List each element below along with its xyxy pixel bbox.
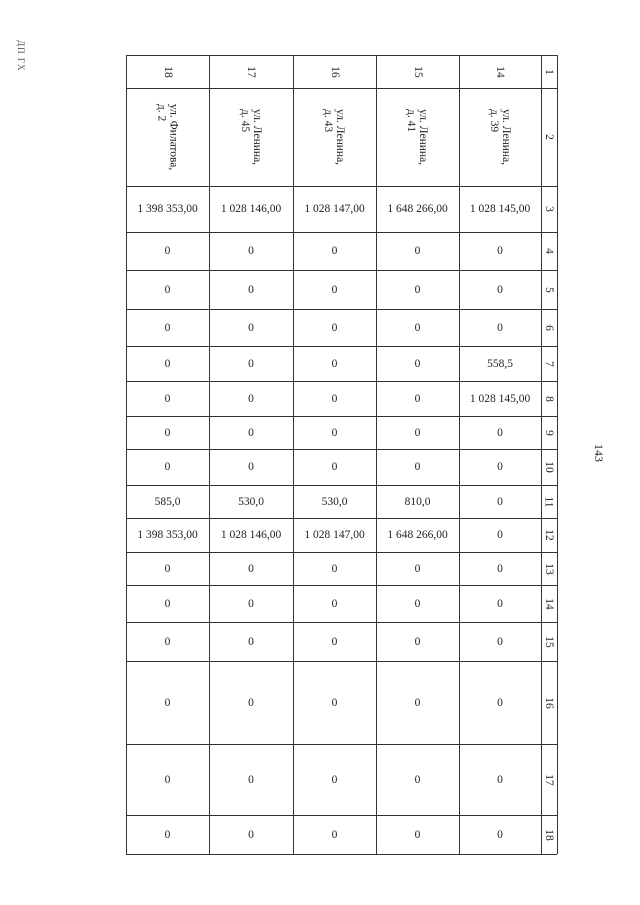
corner-mark: ДП ГХ [16, 40, 26, 72]
value-cell [293, 485, 376, 518]
value-cell [459, 270, 541, 309]
column-number [541, 661, 557, 744]
value-cell [126, 186, 209, 232]
value-cell-text: 0 [164, 828, 171, 841]
value-cell-text: 0 [248, 283, 254, 296]
value-cell-text: 0 [331, 321, 338, 334]
row-number [376, 55, 459, 88]
value-cell [126, 309, 209, 346]
value-cell-text: 0 [248, 245, 254, 257]
table-grid-vline [557, 55, 558, 854]
value-cell-text: 0 [331, 461, 338, 473]
column-number-text: 2 [543, 134, 555, 140]
column-number-text: 4 [543, 248, 555, 254]
value-cell [376, 622, 459, 661]
row-address [209, 88, 293, 186]
value-cell-text: 0 [331, 597, 338, 610]
value-cell-text: 0 [248, 357, 254, 370]
column-number-text: 17 [543, 773, 555, 786]
column-number [541, 518, 557, 552]
value-cell-text: 0 [497, 597, 503, 610]
column-number [541, 416, 557, 449]
value-cell-text: 0 [497, 529, 503, 541]
value-cell [459, 449, 541, 485]
value-cell-text: 0 [497, 773, 503, 786]
row-address-text: ул. Ленина, д. 43 [322, 108, 347, 166]
value-cell [376, 485, 459, 518]
value-cell-text: 0 [164, 283, 171, 296]
row-number-text: 14 [494, 65, 506, 78]
value-cell [376, 518, 459, 552]
column-number [541, 485, 557, 518]
value-cell-text: 0 [414, 635, 421, 648]
value-cell [459, 346, 541, 381]
value-cell [376, 309, 459, 346]
value-cell-text: 0 [497, 245, 503, 257]
value-cell-text: 0 [414, 562, 421, 575]
value-cell-text: 0 [497, 461, 503, 473]
column-number [541, 232, 557, 270]
page-number: 143 [592, 444, 606, 462]
value-cell-text: 1 028 145,00 [469, 392, 531, 405]
value-cell-text: 0 [248, 597, 254, 610]
value-cell [209, 449, 293, 485]
value-cell-text: 0 [331, 828, 338, 841]
value-cell [459, 518, 541, 552]
value-cell-text: 0 [331, 426, 338, 439]
value-cell-text: 0 [248, 392, 254, 405]
value-cell [376, 416, 459, 449]
value-cell-text: 0 [164, 392, 171, 405]
value-cell [209, 232, 293, 270]
value-cell-text: 0 [414, 283, 421, 296]
value-cell [126, 416, 209, 449]
value-cell-text: 1 028 146,00 [220, 203, 282, 215]
column-number [541, 309, 557, 346]
value-cell-text: 0 [164, 245, 171, 257]
value-cell-text: 0 [331, 635, 338, 648]
value-cell [209, 661, 293, 744]
table-grid-hline [126, 854, 557, 855]
value-cell-text: 0 [497, 562, 503, 575]
value-cell [293, 622, 376, 661]
column-number [541, 815, 557, 854]
value-cell-text: 0 [414, 461, 421, 473]
value-cell-text: 0 [414, 696, 421, 709]
column-number [541, 55, 557, 88]
column-number [541, 449, 557, 485]
column-number-text: 12 [543, 529, 555, 541]
value-cell [459, 485, 541, 518]
value-cell [459, 661, 541, 744]
value-cell [459, 186, 541, 232]
value-cell-text: 1 028 145,00 [469, 203, 531, 215]
value-cell [293, 346, 376, 381]
value-cell [293, 518, 376, 552]
value-cell-text: 0 [164, 461, 171, 473]
row-address [376, 88, 459, 186]
value-cell-text: 0 [414, 245, 421, 257]
column-number [541, 381, 557, 416]
column-number-text: 7 [543, 360, 555, 367]
value-cell [293, 815, 376, 854]
row-number [293, 55, 376, 88]
value-cell-text: 0 [248, 426, 254, 439]
value-cell [126, 270, 209, 309]
value-cell [293, 661, 376, 744]
value-cell [293, 309, 376, 346]
value-cell [126, 661, 209, 744]
row-address [459, 88, 541, 186]
value-cell [376, 552, 459, 585]
column-number-text: 16 [543, 696, 555, 709]
value-cell [459, 815, 541, 854]
value-cell [459, 744, 541, 815]
column-number-text: 15 [543, 635, 555, 648]
value-cell [293, 744, 376, 815]
row-number [459, 55, 541, 88]
value-cell-text: 1 028 147,00 [304, 529, 365, 541]
value-cell [209, 552, 293, 585]
value-cell-text: 0 [497, 635, 503, 648]
value-cell-text: 0 [497, 283, 503, 296]
value-cell-text: 0 [164, 321, 171, 334]
value-cell-text: 0 [248, 635, 254, 648]
column-number [541, 270, 557, 309]
value-cell-text: 0 [248, 696, 254, 709]
value-cell-text: 0 [248, 461, 254, 473]
value-cell [126, 622, 209, 661]
value-cell-text: 0 [331, 283, 338, 296]
value-cell [126, 815, 209, 854]
value-cell [126, 744, 209, 815]
value-cell [126, 485, 209, 518]
column-number [541, 346, 557, 381]
column-number-text: 13 [543, 562, 555, 575]
value-cell-text: 1 028 147,00 [304, 203, 365, 215]
value-cell-text: 558,5 [487, 357, 513, 370]
value-cell [126, 346, 209, 381]
value-cell [459, 232, 541, 270]
value-cell [126, 449, 209, 485]
value-cell [126, 381, 209, 416]
value-cell [209, 585, 293, 622]
column-number-text: 9 [543, 429, 555, 436]
value-cell-text: 0 [497, 321, 503, 334]
value-cell [209, 346, 293, 381]
column-number-text: 18 [543, 828, 555, 841]
value-cell [126, 518, 209, 552]
value-cell-text: 0 [414, 773, 421, 786]
row-address [126, 88, 209, 186]
value-cell-text: 0 [331, 773, 338, 786]
value-cell-text: 0 [164, 597, 171, 610]
value-cell [209, 416, 293, 449]
row-number-text: 18 [161, 65, 174, 78]
value-cell-text: 0 [164, 773, 171, 786]
value-cell-text: 0 [164, 696, 171, 709]
row-address-text: ул. Филатова, д. 2 [155, 103, 180, 171]
column-number [541, 552, 557, 585]
value-cell-text: 0 [331, 357, 338, 370]
value-cell [126, 552, 209, 585]
value-cell [209, 518, 293, 552]
value-cell-text: 0 [331, 392, 338, 405]
value-cell [209, 485, 293, 518]
value-cell [293, 585, 376, 622]
column-number-text: 5 [543, 286, 555, 293]
value-cell-text: 0 [248, 562, 254, 575]
value-cell-text: 0 [414, 392, 421, 405]
value-cell-text: 0 [164, 562, 171, 575]
value-cell [293, 416, 376, 449]
column-number-text: 3 [543, 206, 555, 212]
row-number-text: 15 [411, 65, 424, 78]
value-cell-text: 585,0 [154, 495, 181, 508]
value-cell [209, 186, 293, 232]
value-cell [209, 744, 293, 815]
value-cell [293, 449, 376, 485]
value-cell [376, 381, 459, 416]
value-cell [376, 815, 459, 854]
value-cell-text: 0 [164, 635, 171, 648]
value-cell [459, 585, 541, 622]
value-cell [459, 552, 541, 585]
value-cell [376, 232, 459, 270]
value-cell [376, 449, 459, 485]
value-cell-text: 0 [164, 357, 171, 370]
value-cell [209, 270, 293, 309]
column-number-text: 10 [543, 461, 555, 473]
value-cell-text: 0 [414, 426, 421, 439]
value-cell [293, 552, 376, 585]
value-cell-text: 0 [248, 773, 254, 786]
value-cell [459, 309, 541, 346]
column-number [541, 622, 557, 661]
value-cell-text: 0 [497, 426, 503, 439]
value-cell-text: 0 [414, 828, 421, 841]
value-cell [293, 186, 376, 232]
column-number-text: 6 [543, 324, 555, 331]
value-cell [293, 381, 376, 416]
value-cell [459, 622, 541, 661]
row-address-text: ул. Ленина, д. 45 [238, 108, 264, 166]
column-number [541, 88, 557, 186]
value-cell [376, 186, 459, 232]
column-number-text: 8 [543, 395, 555, 402]
column-number-text: 11 [542, 495, 555, 508]
value-cell-text: 0 [497, 495, 503, 508]
value-cell [209, 815, 293, 854]
value-cell-text: 530,0 [238, 495, 264, 508]
column-number [541, 744, 557, 815]
value-cell-text: 0 [497, 696, 503, 709]
value-cell-text: 0 [248, 321, 254, 334]
value-cell [376, 346, 459, 381]
column-number-text: 1 [543, 68, 555, 75]
value-cell-text: 810,0 [404, 495, 431, 508]
value-cell [459, 381, 541, 416]
value-cell [126, 585, 209, 622]
column-number-text: 14 [543, 597, 555, 610]
row-address-text: ул. Ленина, д. 39 [487, 108, 513, 166]
value-cell-text: 1 398 353,00 [137, 203, 198, 215]
value-cell-text: 0 [248, 828, 254, 841]
value-cell [293, 232, 376, 270]
value-cell [209, 381, 293, 416]
value-cell-text: 0 [164, 426, 171, 439]
row-number [209, 55, 293, 88]
value-cell-text: 1 028 146,00 [220, 529, 282, 541]
row-address [293, 88, 376, 186]
value-cell-text: 1 648 266,00 [387, 529, 448, 541]
value-cell [209, 622, 293, 661]
row-number-text: 16 [328, 65, 341, 78]
value-cell-text: 0 [497, 828, 503, 841]
value-cell [209, 309, 293, 346]
value-cell-text: 0 [331, 696, 338, 709]
value-cell [376, 661, 459, 744]
value-cell-text: 0 [331, 245, 338, 257]
value-cell-text: 0 [414, 321, 421, 334]
value-cell [126, 232, 209, 270]
value-cell [376, 270, 459, 309]
value-cell [376, 744, 459, 815]
value-cell-text: 0 [414, 597, 421, 610]
row-address-text: ул. Ленина, д. 41 [405, 108, 430, 166]
row-number-text: 17 [245, 65, 257, 78]
value-cell-text: 1 648 266,00 [387, 203, 448, 215]
value-cell-text: 0 [414, 357, 421, 370]
value-cell [376, 585, 459, 622]
value-cell [459, 416, 541, 449]
column-number [541, 585, 557, 622]
column-number [541, 186, 557, 232]
value-cell-text: 0 [331, 562, 338, 575]
value-cell [293, 270, 376, 309]
value-cell-text: 530,0 [321, 495, 348, 508]
value-cell-text: 1 398 353,00 [137, 529, 198, 541]
row-number [126, 55, 209, 88]
